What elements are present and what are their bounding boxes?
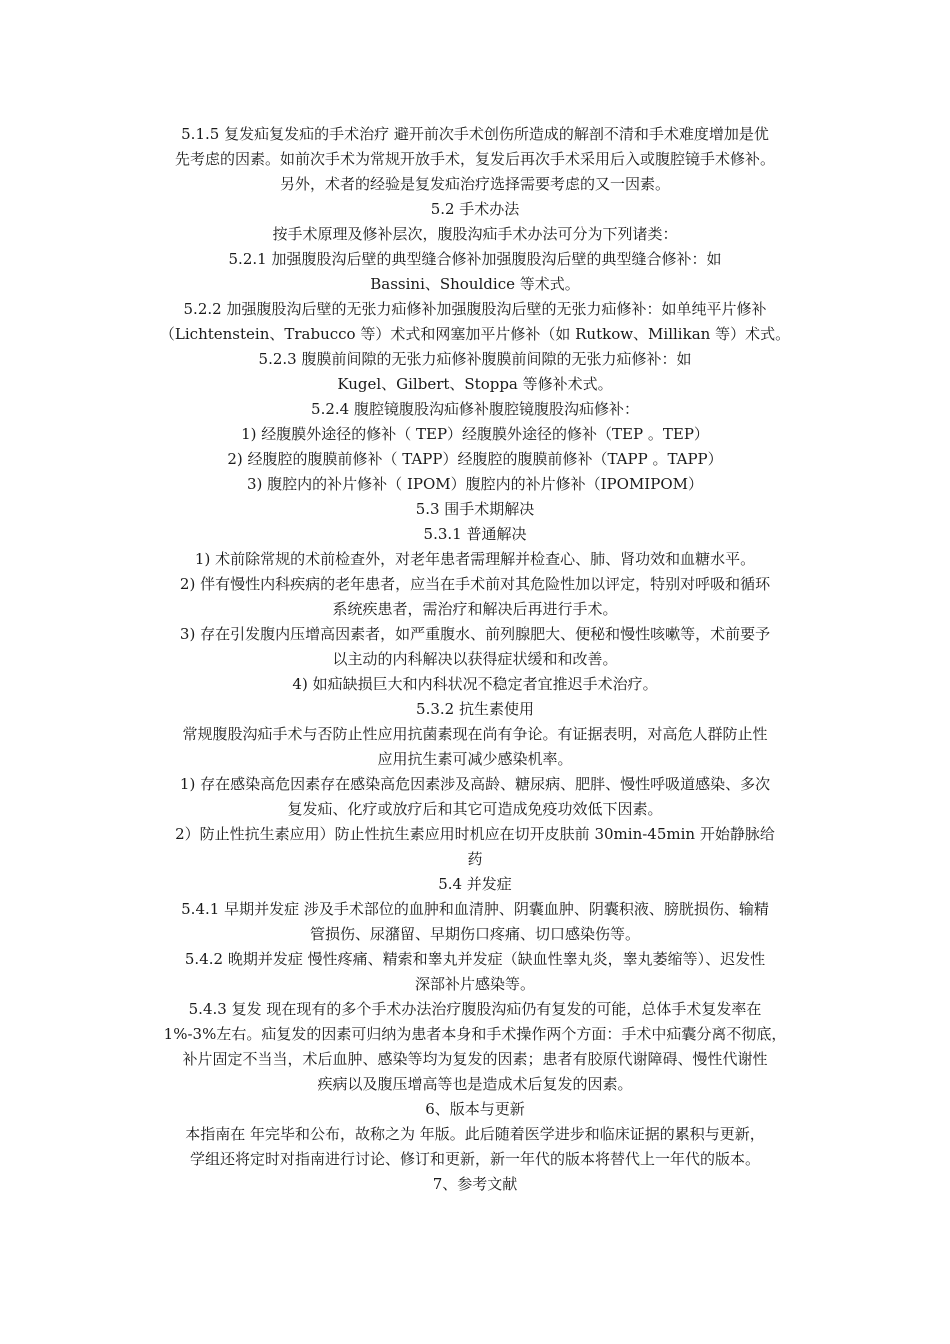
text-line: 5.2.4 腹腔镜腹股沟疝修补腹腔镜腹股沟疝修补： — [311, 400, 639, 418]
text-line: 5.1.5 复发疝复发疝的手术治疗 避开前次手术创伤所造成的解剖不清和手术难度增加是优 — [181, 125, 769, 143]
text-line: 5.3.1 普通解决 — [423, 525, 527, 543]
text-line: 应用抗生素可减少感染机率。 — [377, 750, 573, 768]
text-line: 5.2 手术办法 — [430, 200, 520, 218]
text-line: 复发疝、化疗或放疗后和其它可造成免疫功效低下因素。 — [287, 800, 663, 818]
text-line: 6、版本与更新 — [425, 1100, 525, 1118]
text-line: 1) 存在感染高危因素存在感染高危因素涉及高龄、糖尿病、肥胖、慢性呼吸道感染、多次 — [179, 775, 771, 793]
text-line: 补片固定不当当，术后血肿、感染等均为复发的因素；患者有胶原代谢障碍、慢性代谢性 — [182, 1050, 768, 1068]
text-line: 按手术原理及修补层次，腹股沟疝手术办法可分为下列诸类： — [272, 225, 678, 243]
text-line: 另外，术者的经验是复发疝治疗选择需要考虑的又一因素。 — [279, 175, 670, 193]
text-line: 5.2.1 加强腹股沟后壁的典型缝合修补加强腹股沟后壁的典型缝合修补：如 — [228, 250, 722, 268]
text-line: （Lichtenstein、Trabucco 等）术式和网塞加平片修补（如 Rutkow、Millikan 等）术式。 — [159, 325, 791, 343]
text-line: 管损伤、尿潴留、早期伤口疼痛、切口感染伤等。 — [309, 925, 640, 943]
text-line: 1) 术前除常规的术前检查外，对老年患者需理解并检查心、肺、肾功效和血糖水平。 — [194, 550, 756, 568]
text-line: 2）防止性抗生素应用）防止性抗生素应用时机应在切开皮肤前 30min-45min 开始静脉给 — [175, 825, 775, 843]
text-line: 5.4.1 早期并发症 涉及手术部位的血肿和血清肿、阴囊血肿、阴囊积液、膀胱损伤、输精 — [181, 900, 769, 918]
text-line: 学组还将定时对指南进行讨论、修订和更新，新一年代的版本将替代上一年代的版本。 — [189, 1150, 760, 1168]
text-line: 2) 伴有慢性内科疾病的老年患者，应当在手术前对其危险性加以评定，特别对呼吸和循环 — [179, 575, 771, 593]
text-line: 3) 腹腔内的补片修补（ IPOM）腹腔内的补片修补（IPOMIPOM） — [247, 475, 703, 493]
text-line: 5.2.2 加强腹股沟后壁的无张力疝修补加强腹股沟后壁的无张力疝修补：如单纯平片修补 — [183, 300, 767, 318]
text-line: Bassini、Shouldice 等术式。 — [370, 275, 580, 293]
text-line: Kugel、Gilbert、Stoppa 等修补术式。 — [337, 375, 613, 393]
text-line: 5.3 围手术期解决 — [415, 500, 535, 518]
document-page — [130, 122, 820, 1197]
text-line: 7、参考文献 — [432, 1175, 518, 1193]
text-line: 以主动的内科解决以获得症状缓和和改善。 — [332, 650, 618, 668]
text-line: 4) 如疝缺损巨大和内科状况不稳定者宜推迟手术治疗。 — [292, 675, 658, 693]
text-line: 先考虑的因素。如前次手术为常规开放手术，复发后再次手术采用后入或腹腔镜手术修补。 — [174, 150, 775, 168]
text-line: 疾病以及腹压增高等也是造成术后复发的因素。 — [317, 1075, 633, 1093]
text-line: 药 — [467, 850, 483, 868]
text-line: 5.4 并发症 — [438, 875, 512, 893]
text-line: 5.2.3 腹膜前间隙的无张力疝修补腹膜前间隙的无张力疝修补：如 — [258, 350, 692, 368]
text-line: 深部补片感染等。 — [414, 975, 535, 993]
text-line: 5.3.2 抗生素使用 — [416, 700, 534, 718]
text-line: 3) 存在引发腹内压增高因素者，如严重腹水、前列腺肥大、便秘和慢性咳嗽等，术前要予 — [179, 625, 771, 643]
text-line: 5.4.2 晚期并发症 慢性疼痛、精索和睾丸并发症（缺血性睾丸炎，睾丸萎缩等）、迟发性 — [184, 950, 766, 968]
text-line: 1) 经腹膜外途径的修补（ TEP）经腹膜外途径的修补（TEP 。TEP） — [241, 425, 709, 443]
text-line: 2) 经腹腔的腹膜前修补（ TAPP）经腹腔的腹膜前修补（TAPP 。TAPP） — [227, 450, 723, 468]
text-line: 本指南在 年完毕和公布，故称之为 年版。此后随着医学进步和临床证据的累积与更新， — [185, 1125, 765, 1143]
text-line: 1%-3%左右。疝复发的因素可归纳为患者本身和手术操作两个方面：手术中疝囊分离不彻底， — [163, 1025, 787, 1043]
text-line: 常规腹股沟疝手术与否防止性应用抗菌素现在尚有争论。有证据表明，对高危人群防止性 — [182, 725, 768, 743]
text-line: 系统疾患者，需治疗和解决后再进行手术。 — [332, 600, 618, 618]
text-line: 5.4.3 复发 现在现有的多个手术办法治疗腹股沟疝仍有复发的可能，总体手术复发率在 — [188, 1000, 762, 1018]
